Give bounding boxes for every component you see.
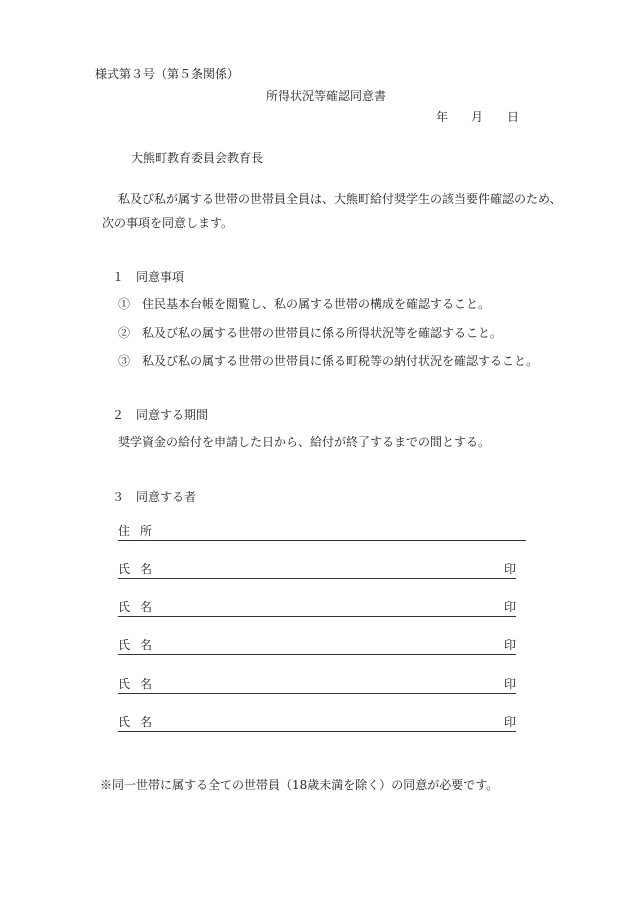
address-label: 住所	[118, 524, 163, 538]
name-field[interactable]	[118, 677, 516, 694]
seal-mark: 印	[503, 638, 516, 652]
seal-mark: 印	[503, 600, 516, 614]
name-label: 氏名	[118, 638, 163, 652]
seal-mark: 印	[503, 715, 516, 729]
name-label: 氏名	[118, 562, 163, 576]
name-field[interactable]	[118, 715, 516, 732]
consent-item: ③ 私及び私の属する世帯の世帯員に係る町税等の納付状況を確認すること。	[118, 354, 539, 368]
document-title: 所得状況等確認同意書	[266, 89, 387, 103]
intro-line-1: 私及び私が属する世帯の世帯員全員は、大熊町給付奨学生の該当要件確認のため、	[118, 192, 562, 206]
section2-text: 奨学資金の給付を申請した日から、給付が終了するまでの間とする。	[118, 435, 491, 449]
intro-line-2: 次の事項を同意します。	[102, 216, 234, 230]
consent-item: ② 私及び私の属する世帯の世帯員に係る所得状況等を確認すること。	[118, 326, 503, 340]
date-year: 年	[436, 110, 449, 124]
name-label: 氏名	[118, 600, 163, 614]
seal-mark: 印	[503, 562, 516, 576]
section1-heading: １ 同意事項	[112, 270, 185, 284]
name-field[interactable]	[118, 600, 516, 617]
consent-item: ① 住民基本台帳を閲覧し、私の属する世帯の構成を確認すること。	[118, 297, 491, 311]
address-field[interactable]	[118, 524, 526, 541]
section3-heading: ３ 同意する者	[112, 490, 197, 504]
name-field[interactable]	[118, 638, 516, 655]
seal-mark: 印	[503, 677, 516, 691]
name-label: 氏名	[118, 677, 163, 691]
addressee: 大熊町教育委員会教育長	[131, 151, 264, 165]
date-day: 日	[507, 110, 520, 124]
form-number: 様式第３号（第５条関係）	[95, 67, 240, 81]
name-field[interactable]	[118, 562, 516, 579]
name-label: 氏名	[118, 715, 163, 729]
date-month: 月	[471, 110, 484, 124]
footnote: ※同一世帯に属する全ての世帯員（18歳未満を除く）の同意が必要です。	[100, 778, 499, 792]
section2-heading: ２ 同意する期間	[112, 408, 209, 422]
